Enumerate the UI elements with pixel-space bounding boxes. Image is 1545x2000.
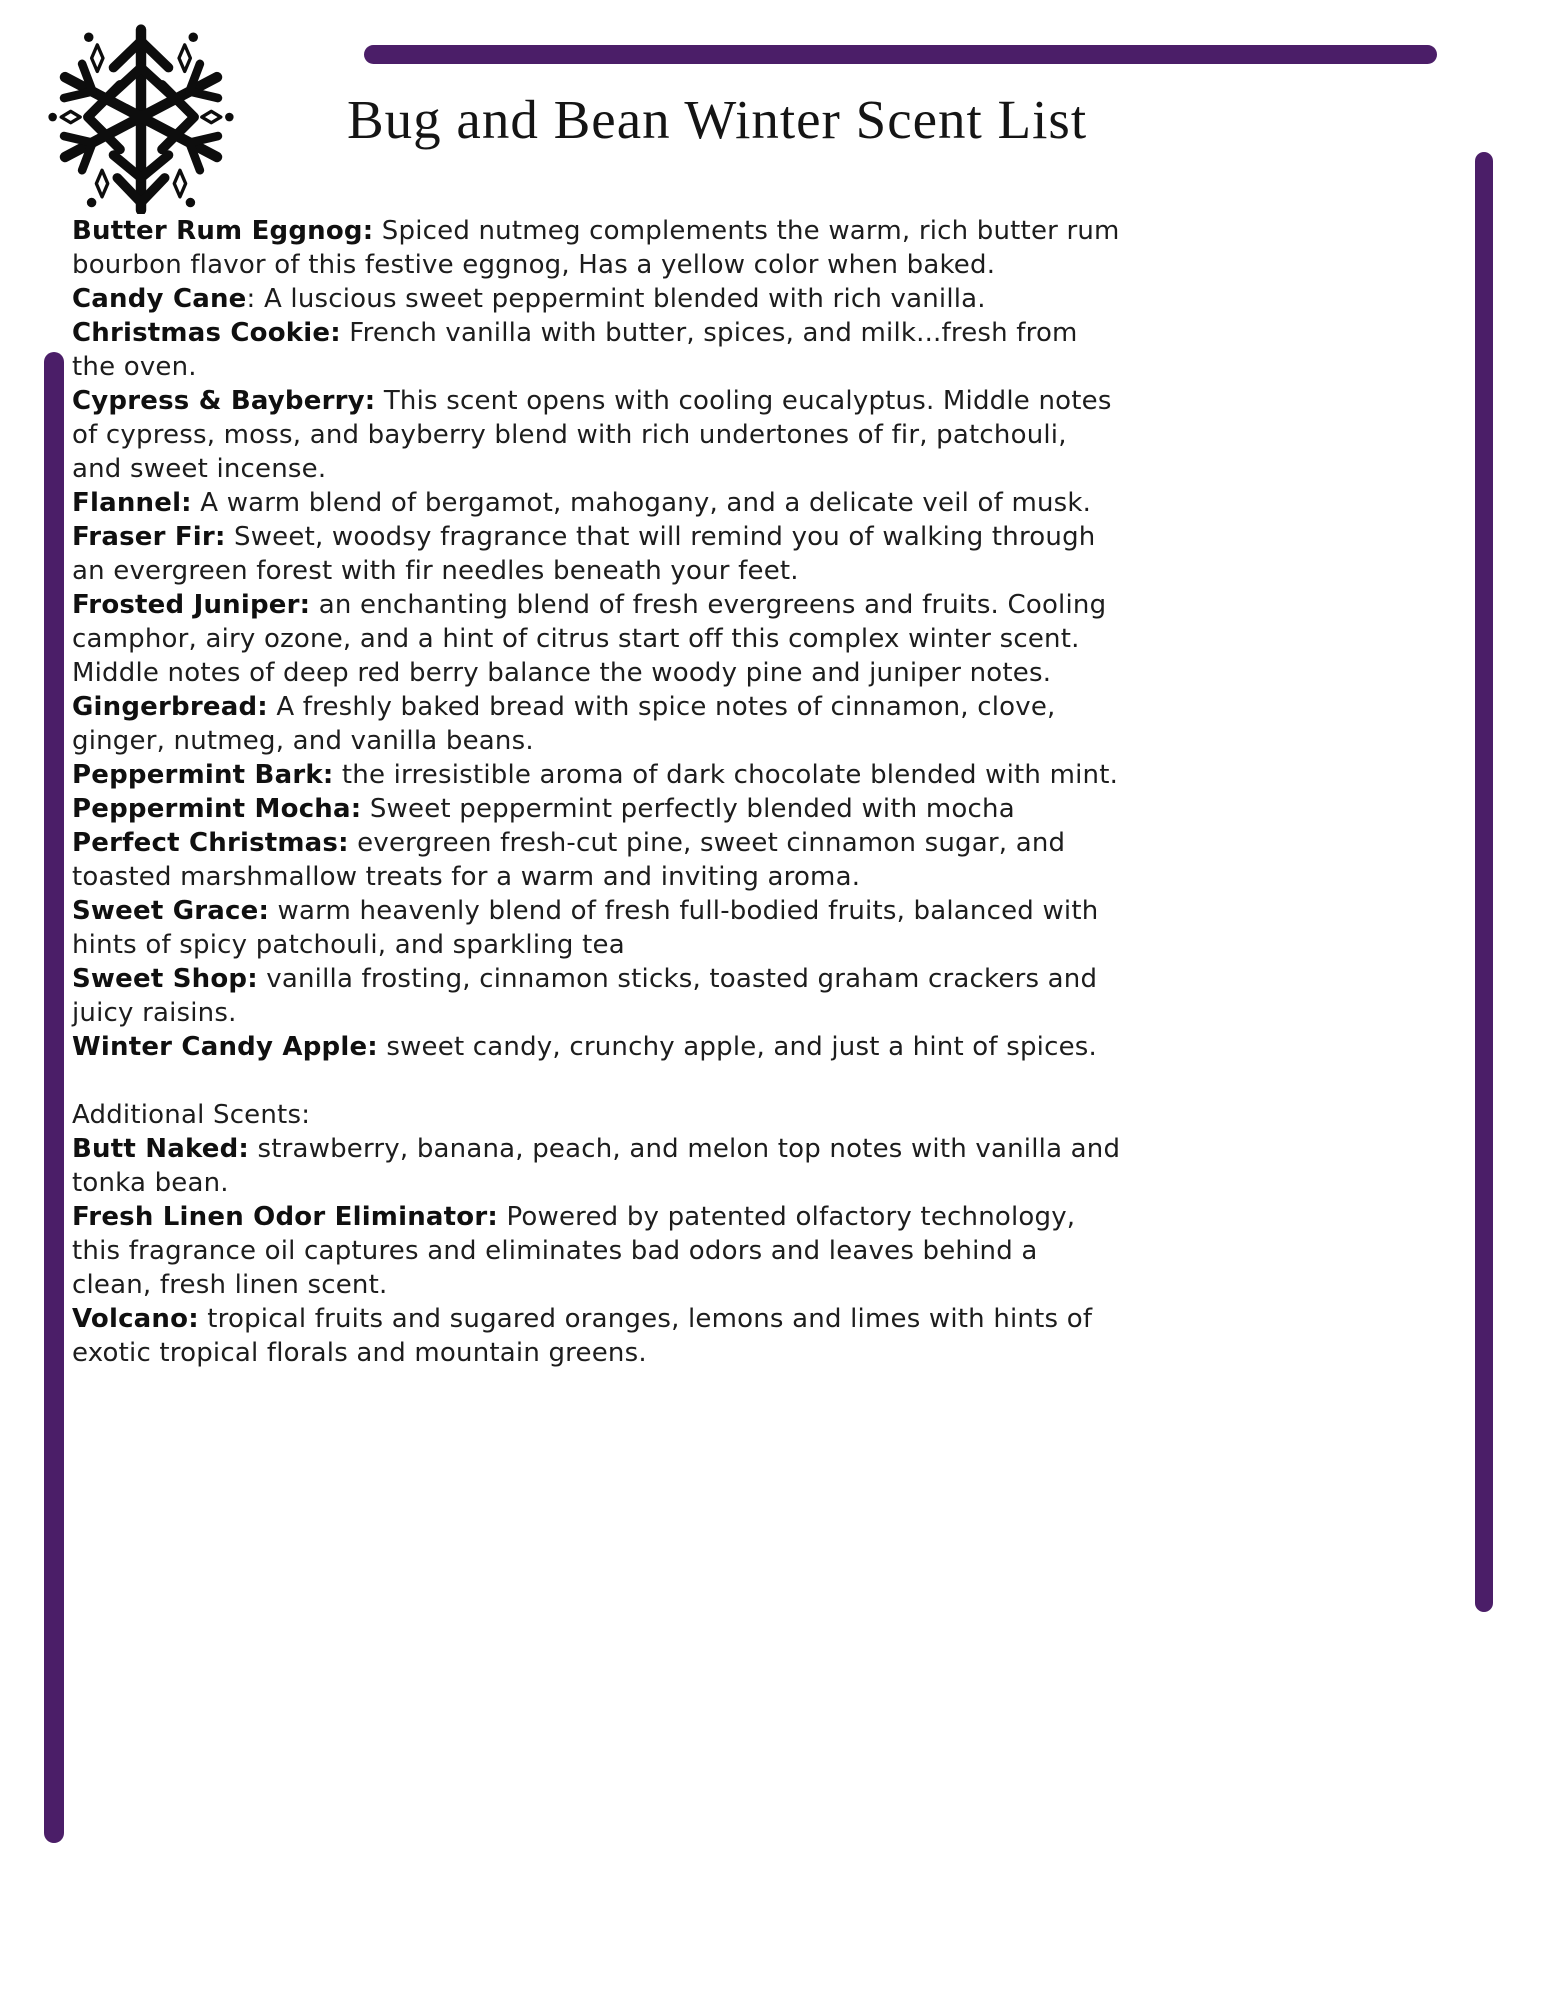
scent-item bbox=[72, 962, 1124, 1030]
left-accent-bar bbox=[44, 352, 64, 1843]
scent-description: warm heavenly blend of fresh full-bodied fruits, balanced with hints of spicy patchouli, and sparkling tea bbox=[72, 896, 1099, 960]
scent-name: Winter Candy Apple: bbox=[72, 1032, 378, 1062]
scent-description: evergreen fresh-cut pine, sweet cinnamon sugar, and toasted marshmallow treats for a warm and inviting aroma. bbox=[72, 828, 1066, 892]
scent-description: Spiced nutmeg complements the warm, rich butter rum bourbon flavor of this festive eggnog, Has a yellow color when baked. bbox=[72, 216, 1120, 280]
scent-description: A freshly baked bread with spice notes of cinnamon, clove, ginger, nutmeg, and vanilla beans. bbox=[72, 692, 1056, 756]
right-accent-bar bbox=[1475, 152, 1493, 1612]
scent-description: Sweet, woodsy fragrance that will remind you of walking through an evergreen forest with fir needles beneath your feet. bbox=[72, 522, 1096, 586]
scent-name: Flannel: bbox=[72, 488, 192, 518]
scent-description: A warm blend of bergamot, mahogany, and a delicate veil of musk. bbox=[191, 488, 1092, 518]
scent-name: Perfect Christmas: bbox=[72, 828, 349, 858]
scent-description: tropical fruits and sugared oranges, lemons and limes with hints of exotic tropical florals and mountain greens. bbox=[72, 1304, 1093, 1368]
scent-description: the irresistible aroma of dark chocolate blended with mint. bbox=[333, 760, 1119, 790]
scent-item bbox=[72, 1132, 1124, 1200]
scent-name: Gingerbread: bbox=[72, 692, 268, 722]
scent-item bbox=[72, 486, 1124, 520]
scent-name: Butter Rum Eggnog: bbox=[72, 216, 374, 246]
scent-item bbox=[72, 894, 1124, 962]
scent-item bbox=[72, 826, 1124, 894]
scent-description: sweet candy, crunchy apple, and just a hint of spices. bbox=[377, 1032, 1098, 1062]
scent-name: Peppermint Mocha: bbox=[72, 794, 362, 824]
scent-item bbox=[72, 520, 1124, 588]
scent-name: Fraser Fir: bbox=[72, 522, 226, 552]
scent-name: Fresh Linen Odor Eliminator: bbox=[72, 1202, 498, 1232]
scent-name: Christmas Cookie: bbox=[72, 318, 341, 348]
scent-item bbox=[72, 792, 1124, 826]
page-title: Bug and Bean Winter Scent List bbox=[347, 89, 1088, 150]
scent-description: an enchanting blend of fresh evergreens and fruits. Cooling camphor, airy ozone, and a hint of citrus start off this complex winter scent. Middle notes of deep red berry balance the woody pine and juniper notes. bbox=[72, 590, 1107, 688]
scent-item bbox=[72, 1302, 1124, 1370]
scent-description: : A luscious sweet peppermint blended with rich vanilla. bbox=[246, 284, 986, 314]
scent-item bbox=[72, 214, 1124, 282]
scent-item bbox=[72, 384, 1124, 486]
scent-name: Frosted Juniper: bbox=[72, 590, 311, 620]
scent-description: French vanilla with butter, spices, and milk...fresh from the oven. bbox=[72, 318, 1078, 382]
scent-description: This scent opens with cooling eucalyptus. Middle notes of cypress, moss, and bayberry blend with rich undertones of fir, patchouli, and sweet incense. bbox=[72, 386, 1112, 484]
top-accent-bar bbox=[364, 45, 1437, 64]
scent-description: strawberry, banana, peach, and melon top notes with vanilla and tonka bean. bbox=[72, 1134, 1121, 1198]
additional-scents-heading: Additional Scents: bbox=[72, 1100, 311, 1130]
scent-name: Cypress & Bayberry: bbox=[72, 386, 376, 416]
scent-name: Candy Cane bbox=[72, 284, 247, 314]
scent-name: Butt Naked: bbox=[72, 1134, 249, 1164]
snowflake-icon bbox=[46, 22, 236, 214]
scent-item bbox=[72, 316, 1124, 384]
scent-name: Volcano: bbox=[72, 1304, 199, 1334]
scent-name: Sweet Shop: bbox=[72, 964, 258, 994]
scent-name: Sweet Grace: bbox=[72, 896, 270, 926]
scent-item bbox=[72, 588, 1124, 690]
scent-item bbox=[72, 1200, 1124, 1302]
scent-item bbox=[72, 1030, 1124, 1064]
scent-description: vanilla frosting, cinnamon sticks, toasted graham crackers and juicy raisins. bbox=[72, 964, 1098, 1028]
scent-item bbox=[72, 282, 1124, 316]
scent-description: Powered by patented olfactory technology, this fragrance oil captures and eliminates bad odors and leaves behind a clean, fresh linen scent. bbox=[72, 1202, 1076, 1300]
scent-list-content bbox=[72, 214, 1124, 1370]
scent-name: Peppermint Bark: bbox=[72, 760, 334, 790]
scent-item bbox=[72, 758, 1124, 792]
scent-item bbox=[72, 690, 1124, 758]
scent-description: Sweet peppermint perfectly blended with mocha bbox=[361, 794, 1015, 824]
